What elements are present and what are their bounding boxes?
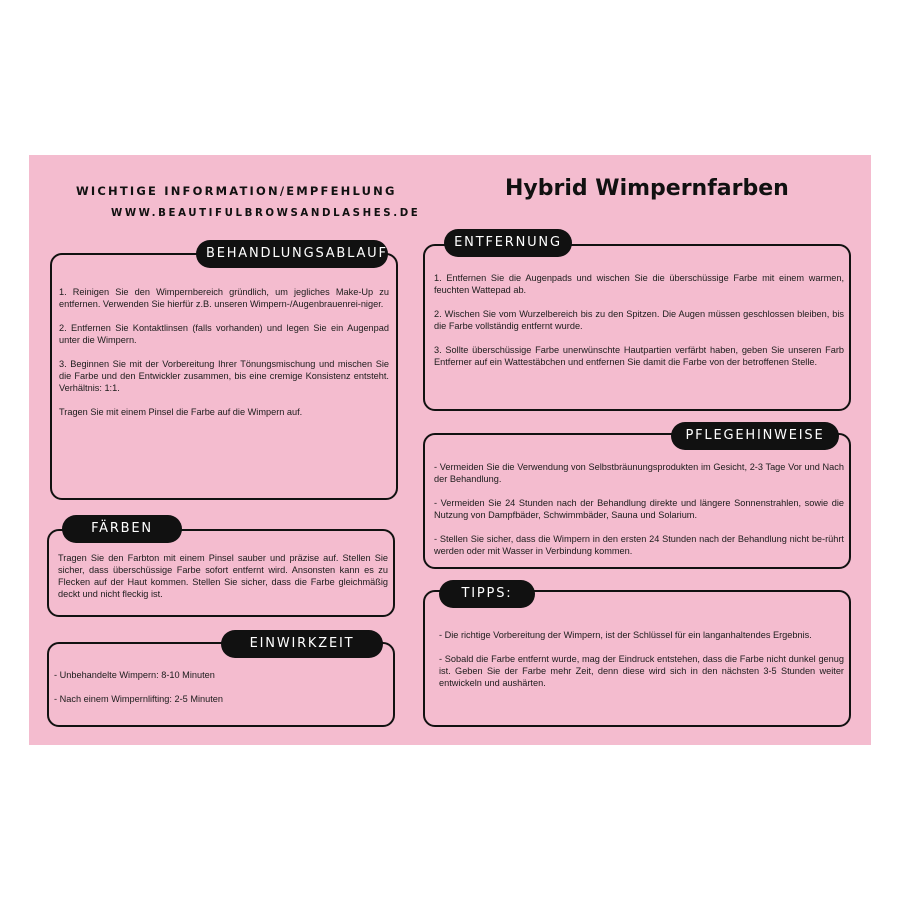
einwirkzeit-text	[54, 669, 384, 705]
tipps-item-1: - Die richtige Vorbereitung der Wimpern, ist der Schlüssel für ein langanhaltendes Ergebnis.	[439, 630, 812, 640]
behandlungsablauf-heading: BEHANDLUNGSABLAUF	[196, 240, 388, 268]
behandlungsablauf-step-4: Tragen Sie mit einem Pinsel die Farbe auf die Wimpern auf.	[59, 407, 303, 417]
tipps-item-2: - Sobald die Farbe entfernt wurde, mag der Eindruck entstehen, dass die Farbe nicht dunkel genug ist. Geben Sie der Farbe mehr Zeit, denn diese wird sich in den nächsten 3-5 Stunden weiter entwickeln und aushärten.	[439, 654, 844, 688]
behandlungsablauf-step-1: 1. Reinigen Sie den Wimpernbereich gründlich, um jegliches Make-Up zu entfernen. Verwenden Sie hierfür z.B. unseren Wimpern-/Augenbrauenrei-niger.	[59, 287, 389, 309]
faerben-heading: FÄRBEN	[62, 515, 182, 543]
entfernung-text	[434, 272, 844, 368]
instruction-card	[29, 155, 871, 745]
entfernung-step-3: 3. Sollte überschüssige Farbe unerwünschte Hautpartien verfärbt haben, geben Sie unseren Farb Entferner auf ein Wattestäbchen und entfernen Sie damit die Farbe von der betroffenen Stelle.	[434, 345, 844, 367]
tipps-text	[439, 629, 844, 689]
faerben-paragraph: Tragen Sie den Farbton mit einem Pinsel sauber und präzise auf. Stellen Sie sicher, dass überschüssige Farbe sofort entfernt wird. Ansonsten kann es zu Flecken auf der Haut kommen. Stellen Sie sicher, dass die Farbe gleichmäßig deckt und nicht fleckig ist.	[58, 553, 388, 599]
einwirkzeit-heading: EINWIRKZEIT	[221, 630, 383, 658]
einwirkzeit-item-2: - Nach einem Wimpernlifting: 2-5 Minuten	[54, 694, 224, 704]
info-label: WICHTIGE INFORMATION/EMPFEHLUNG	[76, 184, 397, 198]
tipps-heading: TIPPS:	[439, 580, 535, 608]
behandlungsablauf-step-3: 3. Beginnen Sie mit der Vorbereitung Ihrer Tönungsmischung und mischen Sie die Farbe und den Entwickler zusammen, bis eine cremige Konsistenz entsteht. Verhältnis: 1:1.	[59, 359, 389, 393]
pflegehinweise-heading: PFLEGEHINWEISE	[671, 422, 839, 450]
faerben-text	[58, 552, 388, 600]
behandlungsablauf-text	[59, 286, 389, 418]
pflegehinweise-item-2: - Vermeiden Sie 24 Stunden nach der Behandlung direkte und längere Sonnenstrahlen, sowie die Nutzung von Dampfbäder, Schwimmbäder, Sauna und Solarium.	[434, 498, 844, 520]
pflegehinweise-item-1: - Vermeiden Sie die Verwendung von Selbstbräunungsprodukten im Gesicht, 2-3 Tage Vor und Nach der Behandlung.	[434, 462, 844, 484]
page-title: Hybrid Wimpernfarben	[505, 176, 789, 201]
pflegehinweise-item-3: - Stellen Sie sicher, dass die Wimpern in den ersten 24 Stunden nach der Behandlung nicht be-rührt werden oder mit Wasser in Verbindung kommen.	[434, 534, 844, 556]
entfernung-step-2: 2. Wischen Sie vom Wurzelbereich bis zu den Spitzen. Die Augen müssen geschlossen bleiben, bis die Farbe vollständig entfernt wurde.	[434, 309, 844, 331]
website-label: WWW.BEAUTIFULBROWSANDLASHES.DE	[111, 208, 421, 219]
einwirkzeit-item-1: - Unbehandelte Wimpern: 8-10 Minuten	[54, 670, 215, 680]
behandlungsablauf-step-2: 2. Entfernen Sie Kontaktlinsen (falls vorhanden) und legen Sie ein Augenpad unter die Wimpern.	[59, 323, 389, 345]
entfernung-step-1: 1. Entfernen Sie die Augenpads und wischen Sie die überschüssige Farbe mit einem warmen, feuchten Wattepad ab.	[434, 273, 844, 295]
entfernung-heading: ENTFERNUNG	[444, 229, 572, 257]
pflegehinweise-text	[434, 461, 844, 557]
